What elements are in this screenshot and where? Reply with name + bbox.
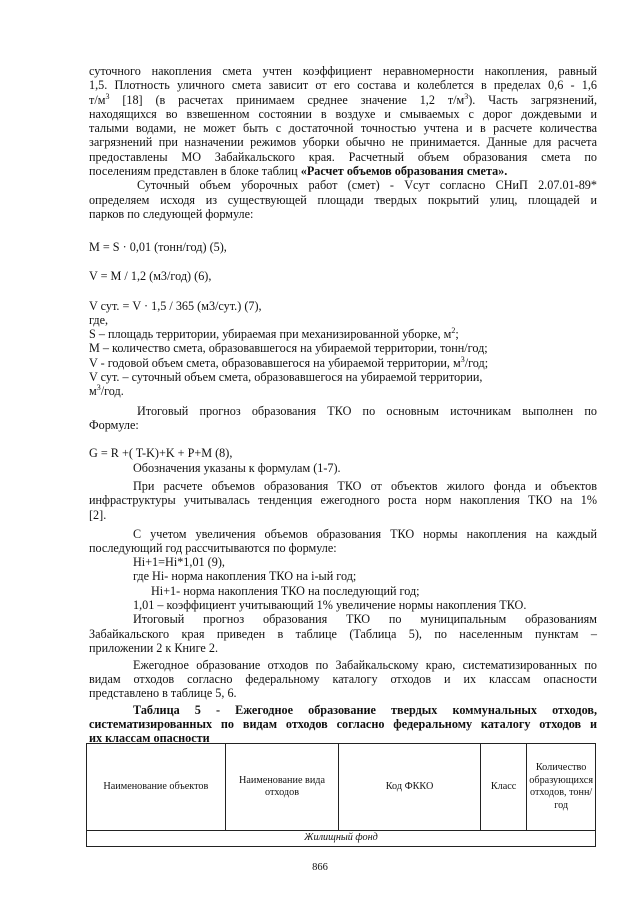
text-line: $т/м^3$ [18] (в расчетах принимаем среднее значение 1,2 $т/м^3$). Часть загрязнений, (89, 91, 597, 107)
text-line: суточного накопления смета учтен коэффициент неравномерности накопления, равный (89, 64, 597, 78)
definition-line: $м^3$/год. (89, 382, 124, 398)
table-caption: их классам опасности (89, 731, 210, 745)
text-line: Суточный объем уборочных работ (смет) - Vсут согласно СНиП 2.07.01-89* (137, 178, 597, 192)
header-waste-type: Наименование вида отходов (225, 744, 339, 831)
text-line: 1,5. Плотность уличного смета зависит от его состава и колеблется в пределах 0,6 - 1,6 (89, 78, 597, 92)
text-line: приложении 2 к Книге 2. (89, 641, 219, 655)
text-line: находящихся во взвешенном состоянии в воздухе и смываемых с дорог дождевыми и (89, 107, 597, 121)
table-header-row (87, 744, 596, 831)
table-caption: Таблица 5 - Ежегодное образование твердых коммунальных отходов, (133, 703, 597, 717)
definition-line: где Hi- норма накопления ТКО на i-ый год; (133, 569, 357, 583)
formula-9: Hi+1=Hi*1,01 (9), (133, 555, 225, 569)
formula-7: V сут. = V · 1,5 / 365 (м3/сут.) (7), (89, 299, 262, 313)
text-line: последующий год рассчитываются по формуле: (89, 541, 337, 555)
header-class: Класс (480, 744, 527, 831)
definition-line: M – количество смета, образовавшегося на убираемой территории, тонн/год; (89, 341, 488, 355)
header-quantity: Количество образующихся отходов, тонн/год (527, 744, 596, 831)
definition-line: V сут. – суточный объем смета, образовавшегося на убираемой территории, (89, 370, 483, 384)
waste-table (86, 743, 596, 847)
definition-line: S – площадь территории, убираемая при механизированной уборке, $м^2$; (89, 325, 459, 341)
header-fkko-code: Код ФККО (339, 744, 481, 831)
text-line: парков по следующей формуле: (89, 207, 254, 221)
text-line: где, (89, 313, 109, 327)
text-line: инфраструктуры учитывалась тенденция ежегодного роста норм накопления ТКО на 1% (89, 493, 597, 507)
formula-8: G = R +( T-K)+K + P+M (8), (89, 446, 233, 460)
text-line: Ежегодное образование отходов по Забайкальскому краю, систематизированных по (133, 658, 597, 672)
table-caption: систематизированных по видам отходов согласно федеральному каталогу отходов и (89, 717, 597, 731)
header-objects: Наименование объектов (87, 744, 226, 831)
definition-line: V - годовой объем смета, образовавшегося на убираемой территории, $м^3$/год; (89, 354, 489, 370)
text-line: Забайкальского края приведен в таблице (Таблица 5), по населенным пунктам – (89, 627, 597, 641)
text-line: [2]. (89, 508, 107, 522)
text-line: загрязнений при назначении режимов уборки обычно не принимается. Данные для расчета (89, 135, 597, 149)
section-housing: Жилищный фонд (87, 831, 596, 847)
definition-line: 1,01 – коэффициент учитывающий 1% увеличение нормы накопления ТКО. (133, 598, 527, 612)
text-line: талыми водами, не может быть с достаточной точностью учтена и в расчете количества (89, 121, 597, 135)
formula-5: M = S · 0,01 (тонн/год) (5), (89, 240, 227, 254)
text-line: определяем исходя из существующей площади твердых покрытий улиц, площадей и (89, 193, 597, 207)
table-section-row (87, 831, 596, 847)
text-line: Обозначения указаны к формулам (1-7). (133, 461, 341, 475)
text-line: Итоговый прогноз образования ТКО по муниципальным образованиям (133, 612, 597, 626)
text-line: видам отходов согласно федеральному каталогу отходов и их классам опасности (89, 672, 597, 686)
text-line: При расчете объемов образования ТКО от объектов жилого фонда и объектов (133, 479, 597, 493)
formula-6: V = M / 1,2 (м3/год) (6), (89, 269, 212, 283)
text-line: Формуле: (89, 418, 139, 432)
page-number: 866 (312, 862, 328, 873)
text-line: предоставлены МО Забайкальского края. Расчетный объем образования смета по (89, 150, 597, 164)
text-line: представлено в таблице 5, 6. (89, 686, 237, 700)
text-line: С учетом увеличения объемов образования ТКО нормы накопления на каждый (133, 527, 597, 541)
text-line: Итоговый прогноз образования ТКО по основным источникам выполнен по (137, 404, 597, 418)
definition-line: Hi+1- норма накопления ТКО на последующий год; (151, 584, 420, 598)
text-line: поселениям представлен в блоке таблиц «Расчет объемов образования смета». (89, 164, 508, 178)
